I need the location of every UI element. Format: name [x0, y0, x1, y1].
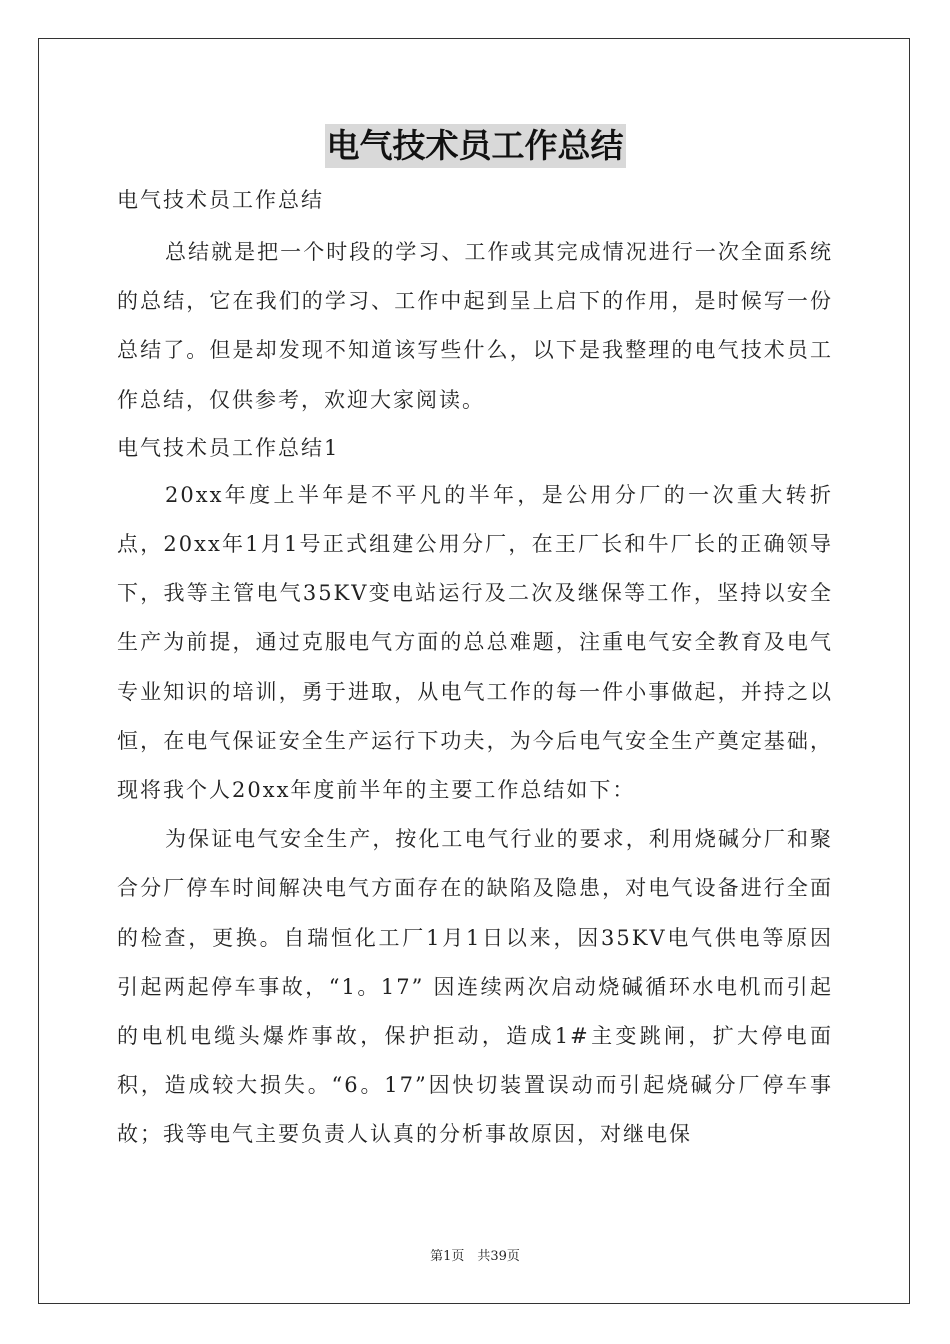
page-number-footer: 第1页 共39页	[430, 1249, 520, 1264]
paragraph-intro: 总结就是把一个时段的学习、工作或其完成情况进行一次全面系统的总结，它在我们的学习、工作中起到呈上启下的作用，是时候写一份总结了。但是却发现不知道该写些什么，以下是我整理的电气技术员工作总结，仅供参考，欢迎大家阅读。	[117, 240, 833, 412]
document-body	[117, 180, 833, 1160]
paragraph-2: 为保证电气安全生产，按化工电气行业的要求，利用烧碱分厂和聚合分厂停车时间解决电气方面存在的缺陷及隐患，对电气设备进行全面的检查，更换。自瑞恒化工厂1月1日以来，因35KV电气供电等原因引起两起停车事故，“1。17” 因连续两次启动烧碱循环水电机而引起的电机电缆头爆炸事故，保护拒动，造成1#主变跳闸，扩大停电面积，造成较大损失。“6。17”因快切装置误动而引起烧碱分厂停车事故；我等电气主要负责人认真的分析事故原因，对继电保	[117, 827, 833, 1147]
paragraph-1: 20xx年度上半年是不平凡的半年，是公用分厂的一次重大转折点，20xx年1月1号正式组建公用分厂，在王厂长和牛厂长的正确领导下，我等主管电气35KV变电站运行及二次及继保等工作，坚持以安全生产为前提，通过克服电气方面的总总难题，注重电气安全教育及电气专业知识的培训，勇于进取，从电气工作的每一件小事做起，并持之以恒，在电气保证安全生产运行下功夫，为今后电气安全生产奠定基础，现将我个人20xx年度前半年的主要工作总结如下：	[117, 482, 833, 803]
document-title: 电气技术员工作总结	[325, 124, 626, 168]
section-heading-1: 电气技术员工作总结1	[117, 435, 340, 460]
section-heading-intro: 电气技术员工作总结	[117, 188, 324, 212]
